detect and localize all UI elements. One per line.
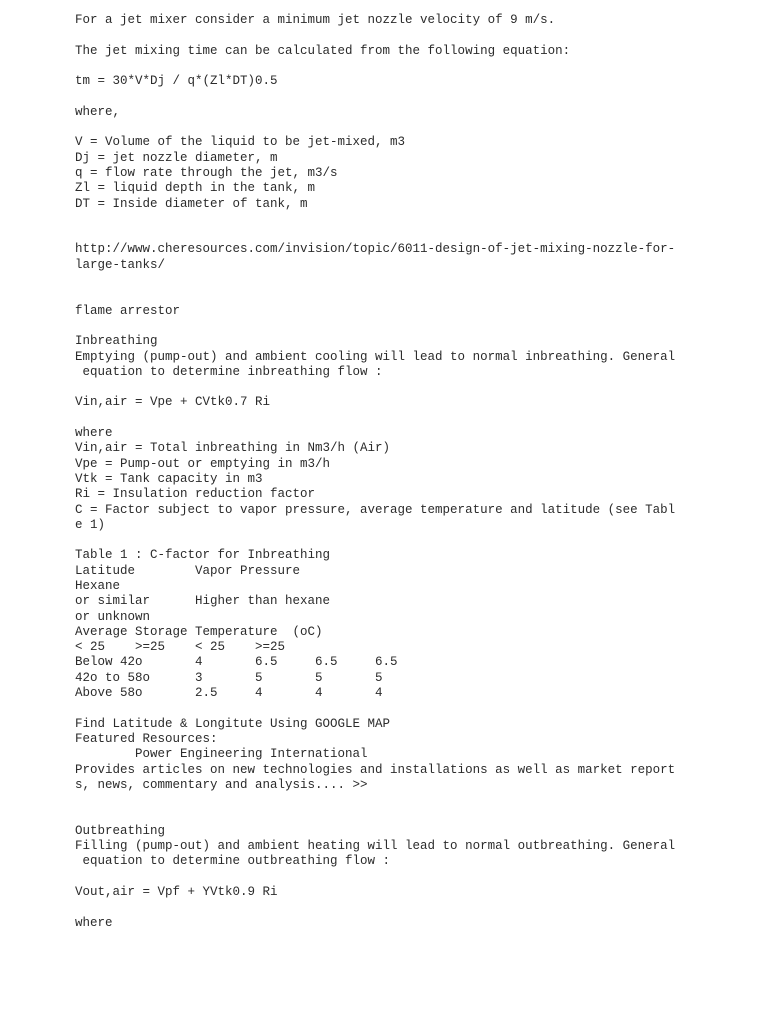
jet-where-label: where, bbox=[75, 104, 121, 119]
table-row: Above 58o 2.5 4 4 4 bbox=[75, 686, 383, 701]
table-row: Hexane bbox=[75, 578, 121, 593]
reference-url-line-2: large-tanks/ bbox=[75, 257, 166, 272]
jet-definition: V = Volume of the liquid to be jet-mixed, m3 bbox=[75, 135, 406, 150]
table-row: or unknown bbox=[75, 609, 151, 624]
table-row: 42o to 58o 3 5 5 5 bbox=[75, 670, 383, 685]
jet-definition: q = flow rate through the jet, m3/s bbox=[75, 165, 338, 180]
outbreathing-heading: Outbreathing bbox=[75, 823, 166, 838]
table-title: Table 1 : C-factor for Inbreathing bbox=[75, 548, 331, 563]
jet-mixing-equation: tm = 30*V*Dj / q*(Zl*DT)0.5 bbox=[75, 74, 278, 89]
outbreathing-desc-line-1: Filling (pump-out) and ambient heating will lead to normal outbreathing. General bbox=[75, 839, 676, 854]
inbreathing-desc-line-2: equation to determine inbreathing flow : bbox=[75, 364, 383, 379]
jet-definition: Dj = jet nozzle diameter, m bbox=[75, 150, 278, 165]
outbreathing-desc-line-2: equation to determine outbreathing flow : bbox=[75, 854, 391, 869]
inbreathing-definition: Vtk = Tank capacity in m3 bbox=[75, 471, 263, 486]
inbreathing-definition: Vpe = Pump-out or emptying in m3/h bbox=[75, 456, 331, 471]
inbreathing-definition: e 1) bbox=[75, 517, 106, 532]
outbreathing-equation: Vout,air = Vpf + YVtk0.9 Ri bbox=[75, 884, 278, 899]
document-body bbox=[75, 13, 735, 931]
inbreathing-definition: Vin,air = Total inbreathing in Nm3/h (Air) bbox=[75, 441, 391, 456]
flame-arrestor-heading: flame arrestor bbox=[75, 303, 181, 318]
table-row: < 25 >=25 < 25 >=25 bbox=[75, 640, 286, 655]
inbreathing-definition: C = Factor subject to vapor pressure, average temperature and latitude (see Tabl bbox=[75, 502, 676, 517]
inbreathing-where-label: where bbox=[75, 426, 113, 441]
featured-resource-desc: Provides articles on new technologies and installations as well as market report bbox=[75, 762, 676, 777]
featured-resource-link[interactable]: Power Engineering International bbox=[75, 747, 368, 762]
inbreathing-heading: Inbreathing bbox=[75, 334, 158, 349]
featured-resource-desc: s, news, commentary and analysis.... >> bbox=[75, 777, 368, 792]
inbreathing-equation: Vin,air = Vpe + CVtk0.7 Ri bbox=[75, 395, 271, 410]
inbreathing-desc-line-1: Emptying (pump-out) and ambient cooling will lead to normal inbreathing. General bbox=[75, 349, 676, 364]
featured-resources-label: Featured Resources: bbox=[75, 731, 218, 746]
table-row: or similar Higher than hexane bbox=[75, 594, 331, 609]
jet-definition: DT = Inside diameter of tank, m bbox=[75, 196, 308, 211]
table-row: Latitude Vapor Pressure bbox=[75, 563, 301, 578]
table-row: Below 42o 4 6.5 6.5 6.5 bbox=[75, 655, 398, 670]
jet-mixer-intro: For a jet mixer consider a minimum jet nozzle velocity of 9 m/s. bbox=[75, 13, 556, 27]
reference-url-line-1: http://www.cheresources.com/invision/topic/6011-design-of-jet-mixing-nozzle-for- bbox=[75, 242, 676, 257]
google-map-link[interactable]: Find Latitude & Longitute Using GOOGLE MAP bbox=[75, 716, 391, 731]
outbreathing-where-label: where bbox=[75, 915, 113, 930]
inbreathing-definition: Ri = Insulation reduction factor bbox=[75, 487, 316, 502]
jet-definition: Zl = liquid depth in the tank, m bbox=[75, 181, 316, 196]
jet-mixing-time-intro: The jet mixing time can be calculated from the following equation: bbox=[75, 43, 571, 58]
table-row: Average Storage Temperature (oC) bbox=[75, 624, 323, 639]
